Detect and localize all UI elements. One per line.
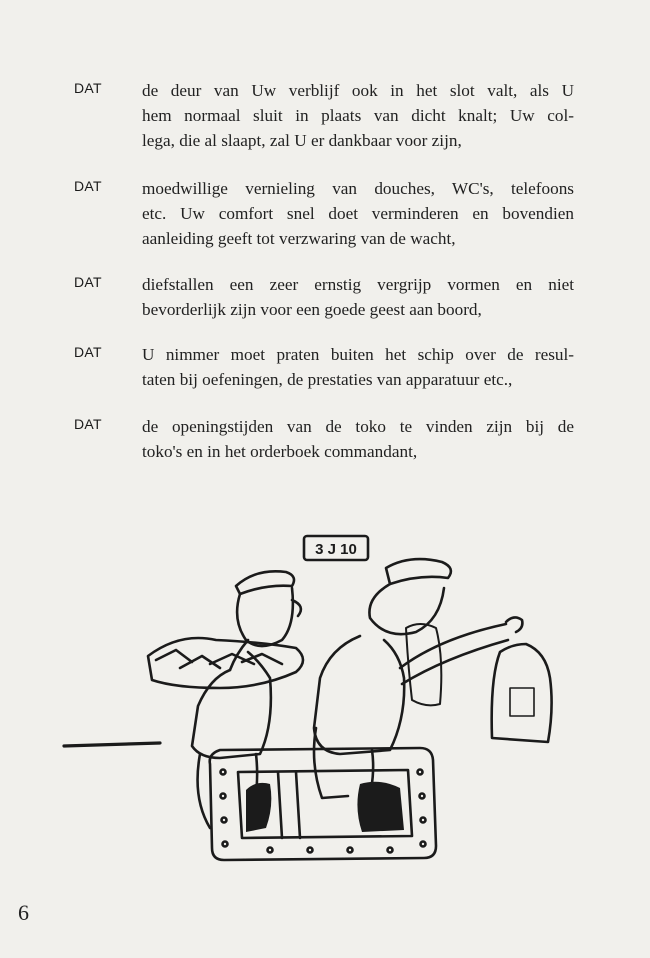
text-line: etc. Uw comfort snel doet verminderen en bovendien	[142, 204, 574, 223]
text-line: U nimmer moet praten buiten het schip over de resul-	[142, 345, 574, 364]
text-line: aanleiding geeft tot verzwaring van de wacht,	[142, 229, 456, 248]
text-line: de openingstijden van de toko te vinden zijn bij de	[142, 417, 574, 436]
text-line: lega, die al slaapt, zal U er dankbaar voor zijn,	[142, 131, 462, 150]
entry-keyword: DAT	[74, 274, 102, 290]
text-line: diefstallen een zeer ernstig vergrijp vormen en niet	[142, 275, 574, 294]
cabin-sign-label: 3 J 10	[315, 541, 357, 558]
text-line: bevorderlijk zijn voor een goede geest aan boord,	[142, 300, 482, 319]
cartoon-illustration	[60, 528, 580, 868]
text-line: hem normaal sluit in plaats van dicht knalt; Uw col-	[142, 106, 574, 125]
entry-keyword: DAT	[74, 344, 102, 360]
text-line: moedwillige vernieling van douches, WC's, telefoons	[142, 179, 574, 198]
text-line: toko's en in het orderboek commandant,	[142, 442, 418, 461]
entry-keyword: DAT	[74, 178, 102, 194]
text-line: de deur van Uw verblijf ook in het slot valt, als U	[142, 81, 574, 100]
entry-text	[142, 272, 574, 322]
entry-text	[142, 78, 574, 153]
text-line: taten bij oefeningen, de prestaties van apparatuur etc.,	[142, 370, 513, 389]
entry-text	[142, 414, 574, 464]
entry-text	[142, 342, 574, 392]
entry-text	[142, 176, 574, 251]
entry-keyword: DAT	[74, 416, 102, 432]
page-number: 6	[18, 900, 29, 925]
entry-keyword: DAT	[74, 80, 102, 96]
